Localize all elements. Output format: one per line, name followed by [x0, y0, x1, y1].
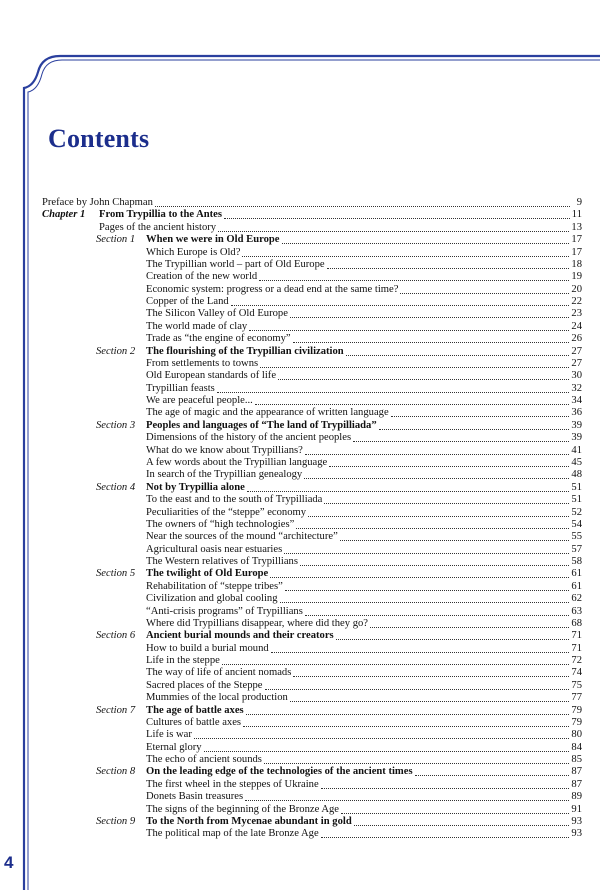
toc-entry-title: Copper of the Land	[146, 296, 229, 308]
dot-leader	[340, 539, 570, 541]
toc-page-number: 77	[571, 692, 582, 704]
toc-entry-title: The world made of clay	[146, 320, 248, 332]
toc-entry-title: The twilight of Old Europe	[146, 568, 269, 580]
toc-entry-title: When we were in Old Europe	[146, 234, 280, 246]
toc-page-number: 9	[576, 197, 582, 208]
toc-entry	[42, 332, 582, 345]
dot-leader	[391, 415, 570, 417]
section-label: Section 7	[96, 704, 136, 716]
toc-entry-title: Near the sources of the mound “architecture”	[146, 531, 338, 543]
toc-entry	[42, 369, 582, 382]
toc-entry	[42, 506, 582, 519]
section-label: Section 4	[96, 481, 136, 493]
toc-entry-title: How to build a burial mound	[146, 642, 269, 654]
toc-page-number: 51	[571, 481, 582, 493]
toc-entry	[42, 555, 582, 568]
toc-entry-title: A few words about the Trypillian language	[146, 456, 328, 468]
toc-page-number: 55	[571, 531, 582, 543]
toc-entry-title: The signs of the beginning of the Bronze Age	[146, 803, 339, 815]
toc-page-number: 58	[571, 556, 582, 568]
toc-page-number: 52	[571, 506, 582, 518]
toc-entry	[42, 617, 582, 630]
toc-entry	[42, 295, 582, 308]
dot-leader	[379, 428, 570, 430]
dot-leader	[224, 217, 570, 219]
dot-leader	[346, 354, 570, 356]
toc-page-number: 74	[571, 667, 582, 679]
toc-entry-title: Cultures of battle axes	[146, 716, 242, 728]
toc-page-number: 20	[571, 283, 582, 295]
dot-leader	[242, 255, 569, 257]
toc-entry	[42, 629, 582, 642]
page-title: Contents	[48, 124, 150, 153]
toc-page-number: 63	[571, 605, 582, 617]
dot-leader	[264, 762, 570, 764]
toc-page-number: 91	[571, 803, 582, 815]
toc-page-number: 85	[571, 754, 582, 766]
toc-page-number: 34	[571, 395, 582, 407]
toc-entry-title: Old European standards of life	[146, 370, 277, 382]
toc-entry	[42, 518, 582, 531]
toc-page-number: 51	[571, 494, 582, 506]
toc-entry	[42, 765, 582, 778]
dot-leader	[245, 799, 569, 801]
chapter-label: Chapter 1	[42, 209, 86, 221]
toc-entry-title: The first wheel in the steppes of Ukraine	[146, 778, 319, 790]
toc-page-number: 79	[571, 704, 582, 716]
dot-leader	[293, 341, 570, 343]
dot-leader	[341, 812, 569, 814]
toc-entry	[42, 221, 582, 234]
toc-page-number: 54	[571, 518, 582, 530]
dot-leader	[247, 490, 570, 492]
toc-entry	[42, 406, 582, 419]
toc-entry-title: On the leading edge of the technologies of the ancient times	[146, 766, 413, 778]
toc-page-number: 71	[571, 630, 582, 642]
toc-page-number: 39	[571, 432, 582, 444]
toc-entry	[42, 691, 582, 704]
toc-entry-title: Peculiarities of the “steppe” economy	[146, 506, 307, 518]
dot-leader	[336, 638, 570, 640]
section-label: Section 1	[96, 234, 136, 246]
toc-entry	[42, 394, 582, 407]
dot-leader	[308, 515, 569, 517]
toc-page-number: 48	[571, 469, 582, 481]
toc-entry-title: We are peaceful people...	[146, 395, 253, 407]
dot-leader	[255, 403, 570, 405]
toc-entry	[42, 246, 582, 259]
dot-leader	[354, 824, 570, 826]
dot-leader	[304, 477, 569, 479]
section-label: Section 5	[96, 568, 136, 580]
toc-entry	[42, 790, 582, 803]
toc-page-number: 18	[571, 258, 582, 270]
toc-entry	[42, 778, 582, 791]
section-label: Section 8	[96, 766, 136, 778]
toc-entry	[42, 605, 582, 618]
toc-page-number: 61	[571, 568, 582, 580]
toc-entry-title: Agricultural oasis near estuaries	[146, 543, 283, 555]
toc-page-number: 93	[571, 828, 582, 840]
toc-page-number: 93	[571, 816, 582, 827]
dot-leader	[260, 366, 569, 368]
toc-page-number: 17	[571, 234, 582, 246]
toc-entry-title: From settlements to towns	[146, 357, 259, 369]
dot-leader	[217, 391, 570, 393]
toc-page-number: 32	[571, 382, 582, 394]
dot-leader	[271, 651, 570, 653]
toc-entry-title: To the east and to the south of Trypilliada	[146, 494, 323, 506]
dot-leader	[305, 614, 570, 616]
toc-page-number: 39	[571, 419, 582, 431]
dot-leader	[290, 700, 570, 702]
toc-entry-title: The Trypillian world – part of Old Europe	[146, 258, 325, 270]
toc-entry-title: Creation of the new world	[146, 271, 258, 283]
toc-entry-title: Which Europe is Old?	[146, 246, 241, 258]
toc-entry	[42, 233, 582, 246]
section-label: Section 9	[96, 816, 136, 827]
toc-page-number: 45	[571, 456, 582, 468]
toc-entry	[42, 270, 582, 283]
toc-entry-title: Preface by John Chapman	[42, 197, 153, 208]
dot-leader	[249, 329, 569, 331]
dot-leader	[370, 626, 569, 628]
dot-leader	[204, 750, 570, 752]
toc-page-number: 71	[571, 642, 582, 654]
dot-leader	[243, 725, 569, 727]
toc-entry	[42, 419, 582, 432]
toc-entry	[42, 196, 582, 209]
toc-page-number: 41	[571, 444, 582, 456]
toc-page-number: 17	[571, 246, 582, 258]
toc-page-number: 84	[571, 741, 582, 753]
toc-page-number: 26	[571, 333, 582, 345]
toc-entry-title: Donets Basin treasures	[146, 791, 244, 803]
toc-entry-title: Ancient burial mounds and their creators	[146, 630, 334, 642]
toc-entry	[42, 543, 582, 556]
toc-entry-title: The political map of the late Bronze Age	[146, 828, 319, 840]
toc-entry-title: The age of battle axes	[146, 704, 244, 716]
toc-entry-title: The Silicon Valley of Old Europe	[146, 308, 288, 320]
toc-entry	[42, 307, 582, 320]
toc-entry-title: Peoples and languages of “The land of Trypilliada”	[146, 419, 377, 431]
dot-leader	[324, 502, 569, 504]
toc-entry	[42, 803, 582, 816]
dot-leader	[285, 589, 570, 591]
toc-entry-title: Rehabilitation of “steppe tribes”	[146, 580, 283, 592]
dot-leader	[321, 836, 570, 838]
toc-entry	[42, 679, 582, 692]
toc-entry-title: Not by Trypillia alone	[146, 481, 245, 493]
toc-page-number: 75	[571, 679, 582, 691]
toc-page-number: 30	[571, 370, 582, 382]
dot-leader	[305, 453, 570, 455]
toc-entry	[42, 666, 582, 679]
page-number: 4	[4, 853, 14, 872]
toc-entry	[42, 716, 582, 729]
toc-entry-title: The flourishing of the Trypillian civilization	[146, 345, 344, 357]
toc-page-number: 22	[571, 296, 582, 308]
toc-page-number: 23	[571, 308, 582, 320]
toc-entry-title: Sacred places of the Steppe	[146, 679, 263, 691]
dot-leader	[290, 316, 569, 318]
toc-entry	[42, 642, 582, 655]
toc-entry-title: Trypillian feasts	[146, 382, 215, 394]
toc-entry	[42, 468, 582, 481]
toc-entry	[42, 382, 582, 395]
toc-entry-title: The Western relatives of Trypillians	[146, 556, 298, 568]
toc-page-number: 89	[571, 791, 582, 803]
toc-entry	[42, 208, 582, 221]
dot-leader	[155, 205, 570, 207]
dot-leader	[329, 465, 569, 467]
dot-leader	[270, 576, 569, 578]
toc-entry	[42, 493, 582, 506]
toc-entry	[42, 530, 582, 543]
toc-page-number: 87	[571, 766, 582, 778]
toc-entry-title: The age of magic and the appearance of written language	[146, 407, 389, 419]
dot-leader	[218, 230, 569, 232]
toc-entry	[42, 283, 582, 296]
toc-entry	[42, 753, 582, 766]
section-label: Section 6	[96, 630, 136, 642]
toc-entry-title: Civilization and global cooling	[146, 593, 278, 605]
toc-entry-title: Eternal glory	[146, 741, 202, 753]
toc-page-number: 27	[571, 357, 582, 369]
toc-page-number: 36	[571, 407, 582, 419]
dot-leader	[284, 552, 569, 554]
toc-entry	[42, 357, 582, 370]
toc-entry-title: Pages of the ancient history	[99, 221, 217, 233]
toc-page-number: 13	[571, 221, 582, 233]
toc-page-number: 11	[571, 209, 582, 221]
toc-page-number: 62	[571, 593, 582, 605]
toc-entry-title: The echo of ancient sounds	[146, 754, 262, 766]
dot-leader	[282, 242, 570, 244]
dot-leader	[222, 663, 570, 665]
dot-leader	[194, 737, 570, 739]
toc-entry-title: Trade as “the engine of economy”	[146, 333, 291, 345]
toc-entry-title: Life is war	[146, 729, 192, 741]
toc-page-number: 72	[571, 655, 582, 667]
section-label: Section 3	[96, 419, 136, 431]
toc-entry-title: The owners of “high technologies”	[146, 518, 295, 530]
toc-entry	[42, 704, 582, 717]
dot-leader	[321, 787, 570, 789]
toc-entry	[42, 444, 582, 457]
dot-leader	[415, 774, 570, 776]
toc-page-number: 80	[571, 729, 582, 741]
section-label: Section 2	[96, 345, 136, 357]
dot-leader	[265, 688, 570, 690]
toc-entry	[42, 567, 582, 580]
toc-page-number: 79	[571, 716, 582, 728]
toc-entry-title: In search of the Trypillian genealogy	[146, 469, 303, 481]
toc-page-number: 61	[571, 580, 582, 592]
toc-page-number: 27	[571, 345, 582, 357]
toc-entry	[42, 592, 582, 605]
toc-entry-title: Where did Trypillians disappear, where did they go?	[146, 617, 368, 629]
toc-entry-title: Economic system: progress or a dead end at the same time?	[146, 283, 399, 295]
dot-leader	[246, 713, 570, 715]
toc-entry-title: From Trypillia to the Antes	[99, 209, 223, 221]
toc-entry	[42, 815, 582, 828]
dot-leader	[278, 378, 569, 380]
toc-entry	[42, 654, 582, 667]
dot-leader	[259, 279, 569, 281]
toc-entry	[42, 728, 582, 741]
toc-entry-title: The way of life of ancient nomads	[146, 667, 292, 679]
toc-entry-title: Mummies of the local production	[146, 692, 288, 704]
dot-leader	[300, 564, 569, 566]
dot-leader	[280, 601, 570, 603]
toc-entry	[42, 481, 582, 494]
toc-entry-title: “Anti-crisis programs” of Trypillians	[146, 605, 303, 617]
toc-entry	[42, 580, 582, 593]
toc-page-number: 19	[571, 271, 582, 283]
toc-entry-title: Life in the steppe	[146, 655, 220, 667]
dot-leader	[231, 304, 570, 306]
toc-page-number: 57	[571, 543, 582, 555]
toc-entry-title: To the North from Mycenae abundant in gold	[146, 816, 352, 827]
toc-entry	[42, 320, 582, 333]
dot-leader	[293, 675, 569, 677]
toc-entry-title: What do we know about Trypillians?	[146, 444, 303, 456]
toc-entry	[42, 258, 582, 271]
dot-leader	[353, 440, 569, 442]
toc-entry	[42, 456, 582, 469]
toc-entry	[42, 345, 582, 358]
toc-entry	[42, 431, 582, 444]
toc-page-number: 87	[571, 778, 582, 790]
toc-page-number: 68	[571, 617, 582, 629]
dot-leader	[296, 527, 569, 529]
toc-entry-title: Dimensions of the history of the ancient peoples	[146, 432, 352, 444]
toc-entry	[42, 741, 582, 754]
toc-entry	[42, 827, 582, 840]
toc-page-number: 24	[571, 320, 582, 332]
dot-leader	[327, 267, 570, 269]
dot-leader	[400, 292, 569, 294]
